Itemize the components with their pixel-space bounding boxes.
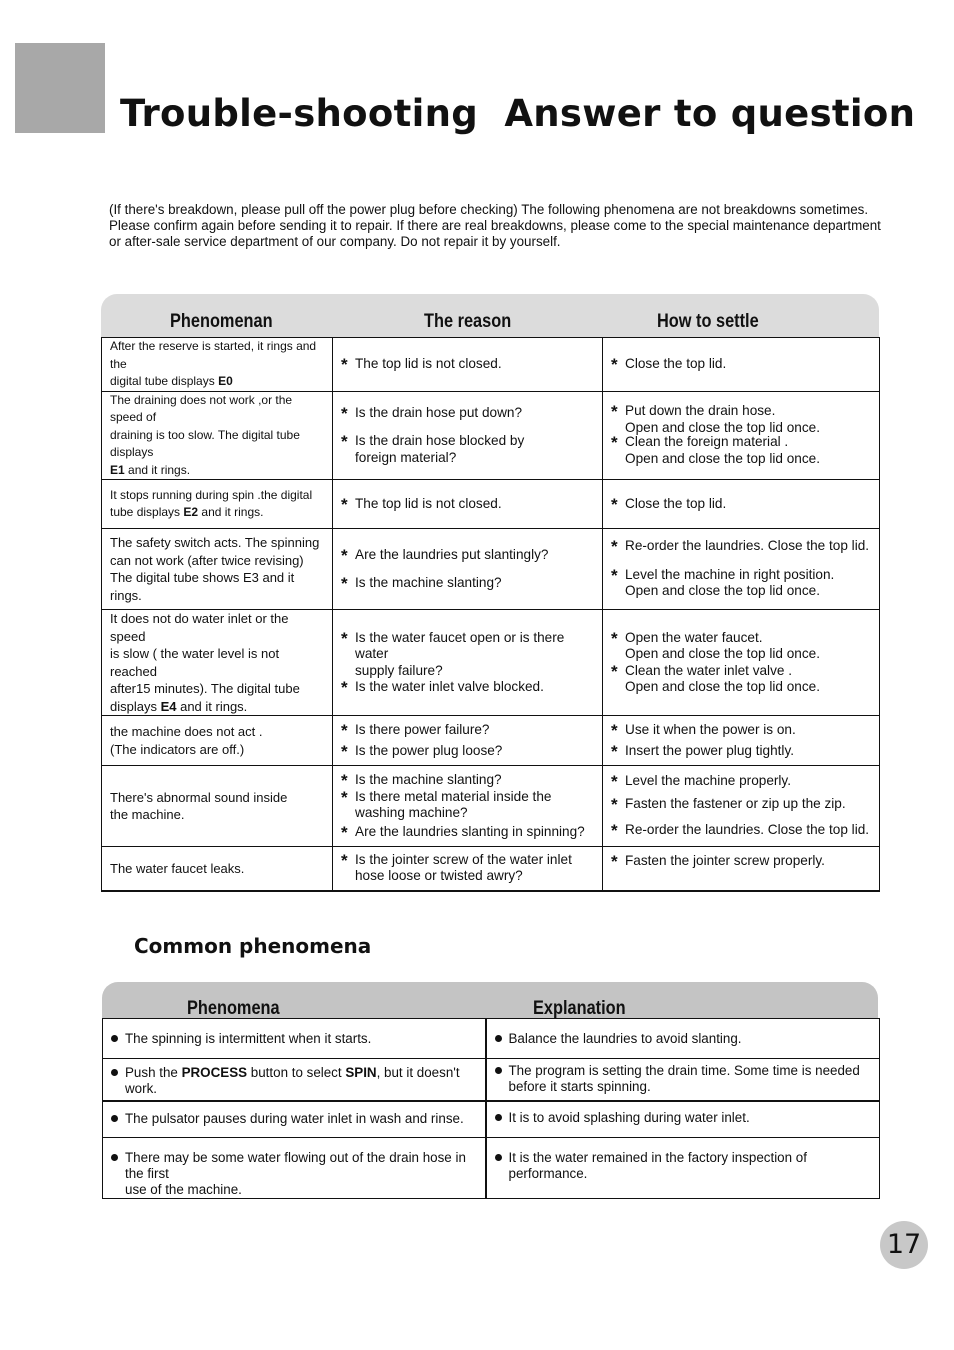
reason-cell: * Is the jointer screw of the water inlet hose loose or twisted awry? <box>333 847 603 891</box>
settle-cell: * Put down the drain hose. Open and close the top lid once. * Clean the foreign material . Open and close the top lid once. <box>603 391 880 480</box>
phenomenon-cell: the machine does not act . (The indicators are off.) <box>102 716 333 766</box>
common-table-header <box>102 982 878 1018</box>
phenomenon-cell: There's abnormal sound inside the machine. <box>102 766 333 847</box>
page-number: 17 <box>880 1221 928 1269</box>
phenomena-cell: There may be some water flowing out of the drain hose in the first use of the machine. <box>103 1138 486 1199</box>
error-code: E0 <box>218 374 233 388</box>
settle-cell: * Close the top lid. <box>603 338 880 392</box>
reason-cell: * The top lid is not closed. <box>333 338 603 392</box>
reason-cell: * Is there power failure? * Is the power plug loose? <box>333 716 603 766</box>
settle-cell: * Close the top lid. <box>603 480 880 529</box>
error-code: E1 <box>110 462 125 477</box>
troubleshooting-table-header <box>101 294 879 337</box>
settle-cell: * Level the machine properly. * Fasten the fastener or zip up the zip. * Re-order the laundries. Close the top lid. <box>603 766 880 847</box>
phenomenon-cell: The draining does not work ,or the speed of draining is too slow. The digital tube displays E1 and it rings. <box>102 391 333 480</box>
intro-paragraph <box>109 202 889 250</box>
table-row <box>102 391 880 480</box>
reason-cell: * The top lid is not closed. <box>333 480 603 529</box>
error-code: E2 <box>183 505 199 519</box>
reason-cell: * Is the machine slanting? * Is there metal material inside the washing machine? * Are the laundries slanting in spinning? <box>333 766 603 847</box>
table-row <box>102 480 880 529</box>
table-row <box>102 847 880 891</box>
reason-cell: * Are the laundries put slantingly? * Is the machine slanting? <box>333 529 603 610</box>
intro-line: Please confirm again before sending it to repair. If there are real breakdowns, please come to the special maintenance department <box>109 218 881 233</box>
table-row <box>102 716 880 766</box>
explanation-cell: It is to avoid splashing during water inlet. <box>486 1101 880 1138</box>
column-header-settle: How to settle <box>657 311 759 332</box>
table-row <box>103 1059 880 1101</box>
troubleshooting-table <box>101 337 880 892</box>
table-row <box>102 766 880 847</box>
reason-cell: * Is the drain hose put down? * Is the drain hose blocked by foreign material? <box>333 391 603 480</box>
phenomena-cell: The spinning is intermittent when it starts. <box>103 1019 486 1059</box>
column-header-phenomena: Phenomena <box>187 998 280 1019</box>
phenomenon-cell: It does not do water inlet or the speed is slow ( the water level is not reached after15 minutes). The digital tube displays E4 and it rings. <box>102 610 333 716</box>
phenomena-cell: Push the PROCESS button to select SPIN, but it doesn't work. <box>103 1059 486 1101</box>
reason-cell: * Is the water faucet open or is there water supply failure? * Is the water inlet valve blocked. <box>333 610 603 716</box>
column-header-phenomenon: Phenomenan <box>170 311 273 332</box>
phenomenon-cell: The safety switch acts. The spinning can not work (after twice revising) The digital tube shows E3 and it rings. <box>102 529 333 610</box>
error-code: E4 <box>160 698 177 714</box>
table-row <box>102 529 880 610</box>
settle-cell: * Open the water faucet. Open and close the top lid once. * Clean the water inlet valve . Open and close the top lid once. <box>603 610 880 716</box>
phenomenon-cell: It stops running during spin .the digital tube displays E2 and it rings. <box>102 480 333 529</box>
explanation-cell: It is the water remained in the factory inspection of performance. <box>486 1138 880 1199</box>
column-header-explanation: Explanation <box>533 998 626 1019</box>
decorative-gray-square <box>15 43 105 133</box>
settle-cell: * Fasten the jointer screw properly. <box>603 847 880 891</box>
phenomenon-cell: After the reserve is started, it rings and the digital tube displays E0 <box>102 338 333 392</box>
table-row <box>102 338 880 392</box>
table-row <box>103 1101 880 1138</box>
table-row <box>103 1138 880 1199</box>
settle-cell: * Use it when the power is on. * Insert the power plug tightly. <box>603 716 880 766</box>
phenomenon-cell: The water faucet leaks. <box>102 847 333 891</box>
intro-line: or after-sale service department of our company. Do not repair it by yourself. <box>109 234 561 249</box>
explanation-cell: Balance the laundries to avoid slanting. <box>486 1019 880 1059</box>
explanation-cell: The program is setting the drain time. Some time is needed before it starts spinning. <box>486 1059 880 1101</box>
page-title: Trouble-shooting Answer to question <box>120 92 916 135</box>
settle-cell: * Re-order the laundries. Close the top lid. * Level the machine in right position. Open and close the top lid once. <box>603 529 880 610</box>
intro-line: (If there's breakdown, please pull off the power plug before checking) The following phenomena are not breakdowns sometimes. <box>109 202 869 217</box>
common-phenomena-table <box>102 1018 880 1199</box>
table-row <box>103 1019 880 1059</box>
table-row <box>102 610 880 716</box>
section-title-common-phenomena: Common phenomena <box>134 934 372 958</box>
column-header-reason: The reason <box>424 311 512 332</box>
phenomena-cell: The pulsator pauses during water inlet in wash and rinse. <box>103 1101 486 1138</box>
